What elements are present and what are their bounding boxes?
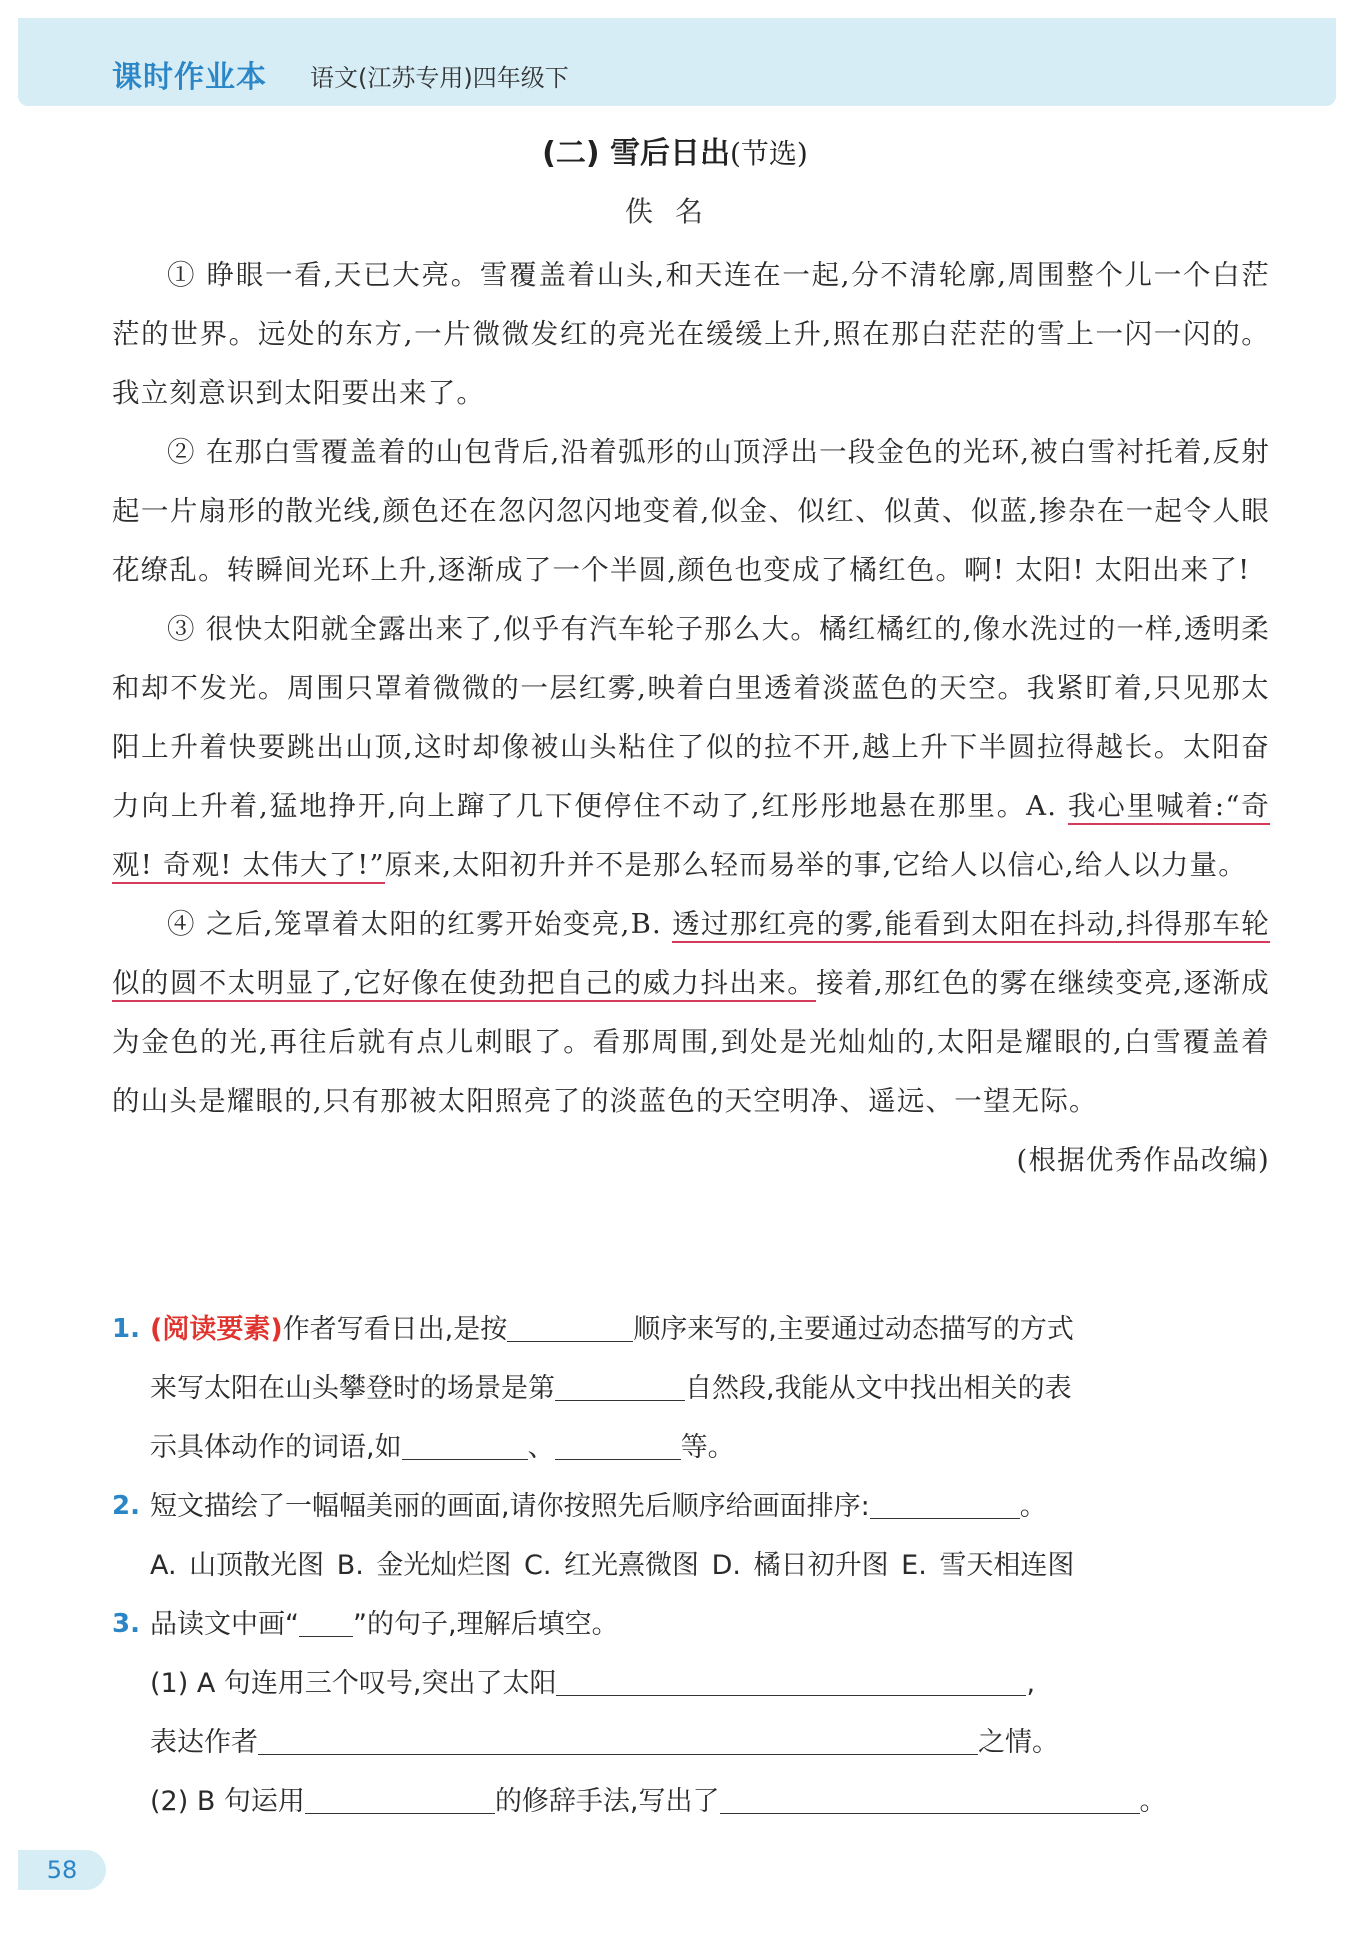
page-number: 58 [18, 1850, 106, 1890]
question-1-text: 自然段,我能从文中找出相关的表 [685, 1373, 1072, 1404]
answer-blank[interactable] [507, 1311, 633, 1342]
question-3-sub-2 [150, 1772, 1270, 1831]
question-3-sub-1-text: (1) A 句连用三个叹号,突出了太阳 [150, 1668, 557, 1699]
question-2-text: 短文描绘了一幅幅美丽的画面,请你按照先后顺序给画面排序: [150, 1491, 870, 1522]
paragraph-1: ① 睁眼一看,天已大亮。雪覆盖着山头,和天连在一起,分不清轮廓,周围整个儿一个白茫茫的世界。远处的东方,一片微微发红的亮光在缓缓上升,照在那白茫茫的雪上一闪一闪的。我立刻意识到太阳要出来了。 [112, 259, 1270, 409]
question-1-line-1 [150, 1300, 1270, 1359]
paragraph-4 [112, 895, 1270, 1131]
answer-blank[interactable] [870, 1488, 1020, 1519]
passage-title-main: (二) 雪后日出 [542, 136, 730, 171]
question-1-text: 来写太阳在山头攀登时的场景是第 [150, 1373, 555, 1404]
underline-sample [299, 1606, 353, 1637]
question-1-text: 等。 [680, 1432, 735, 1463]
question-1-text: 示具体动作的词语,如 [150, 1432, 402, 1463]
question-3-sub-2-text: (2) B 句运用 [150, 1786, 305, 1817]
paragraph-3-text: ③ 很快太阳就全露出来了,似乎有汽车轮子那么大。橘红橘红的,像水洗过的一样,透明柔和却不发光。周围只罩着微微的一层红雾,映着白里透着淡蓝色的天空。我紧盯着,只见那太阳上升着快要跳出山顶,这时却像被山头粘住了似的拉不开,越上升下半圆拉得越长。太阳奋力向上升着,猛地挣开,向上蹿了几下便停住不动了,红彤彤地悬在那里。A. [112, 613, 1270, 822]
answer-blank[interactable] [720, 1783, 1140, 1814]
passage-body [112, 246, 1270, 1190]
answer-blank[interactable] [258, 1724, 978, 1755]
paragraph-4-text-end: 接着,那红色的雾在继续变亮,逐渐成为金色的光,再往后就有点儿刺眼了。看那周围,到处是光灿灿的,太阳是耀眼的,白雪覆盖着的山头是耀眼的,只有那被太阳照亮了的淡蓝色的天空明净、遥远、一望无际。 [112, 967, 1270, 1117]
paragraph-2: ② 在那白雪覆盖着的山包背后,沿着弧形的山顶浮出一段金色的光环,被白雪衬托着,反射起一片扇形的散光线,颜色还在忽闪忽闪地变着,似金、似红、似黄、似蓝,掺杂在一起令人眼花缭乱。转瞬间光环上升,逐渐成了一个半圆,颜色也变成了橘红色。啊! 太阳! 太阳出来了! [112, 436, 1270, 586]
question-3-sub-1-text: 之情。 [978, 1727, 1059, 1758]
answer-blank[interactable] [555, 1429, 681, 1460]
passage-author: 佚名 [624, 195, 725, 228]
question-3-sub-1-line-2 [150, 1713, 1270, 1772]
passage-title-note: (节选) [730, 137, 808, 170]
question-2-options: A. 山顶散光图 B. 金光灿烂图 C. 红光熹微图 D. 橘日初升图 E. 雪天相连图 [150, 1550, 1075, 1581]
question-3-text: ”的句子,理解后填空。 [353, 1609, 619, 1640]
answer-blank[interactable] [556, 1665, 1026, 1696]
question-1-line-2 [150, 1359, 1270, 1418]
answer-blank[interactable] [305, 1783, 495, 1814]
sentence-a-underlined: 我心里喊着:“奇观! 奇观! 太伟大了!” [112, 790, 1270, 884]
question-2-text: 。 [1019, 1491, 1047, 1522]
question-3-line-1 [150, 1595, 1270, 1654]
answer-blank[interactable] [555, 1370, 685, 1401]
question-3-sub-2-text: 的修辞手法,写出了 [494, 1786, 720, 1817]
paragraph-3-text-end: 原来,太阳初升并不是那么轻而易举的事,它给人以信心,给人以力量。 [384, 849, 1247, 881]
paragraph-3 [112, 600, 1270, 895]
question-1-text: 、 [527, 1432, 555, 1463]
book-title: 课时作业本 [112, 60, 267, 95]
reading-element-tag: (阅读要素) [150, 1314, 283, 1345]
question-1-text: 顺序来写的,主要通过动态描写的方式 [633, 1314, 1074, 1345]
answer-blank[interactable] [402, 1429, 528, 1460]
question-1 [112, 1300, 1270, 1477]
question-3-sub-1-text: 表达作者 [150, 1727, 258, 1758]
question-1-text: 作者写看日出,是按 [282, 1314, 508, 1345]
question-3-sub-1 [150, 1654, 1270, 1713]
question-2 [112, 1477, 1270, 1595]
passage-title [0, 128, 1350, 172]
passage-source: (根据优秀作品改编) [1016, 1144, 1270, 1176]
question-3-number: 3. [112, 1609, 140, 1639]
question-3-sub-2-text: 。 [1139, 1786, 1167, 1817]
question-1-number: 1. [112, 1314, 140, 1344]
question-3-sub-1-text: , [1026, 1668, 1036, 1699]
question-1-line-3 [150, 1418, 1270, 1477]
sentence-b-underlined: 透过那红亮的雾,能看到太阳在抖动,抖得那车轮似的圆不太明显了,它好像在使劲把自己的威力抖出来。 [112, 908, 1270, 1002]
paragraph-4-text: ④ 之后,笼罩着太阳的红雾开始变亮,B. [167, 908, 673, 940]
questions-section [112, 1300, 1270, 1831]
question-3 [112, 1595, 1270, 1831]
question-2-line-1 [150, 1477, 1270, 1536]
question-3-text: 品读文中画“ [150, 1609, 299, 1640]
book-subtitle: 语文(江苏专用)四年级下 [310, 64, 569, 92]
question-2-number: 2. [112, 1491, 140, 1521]
